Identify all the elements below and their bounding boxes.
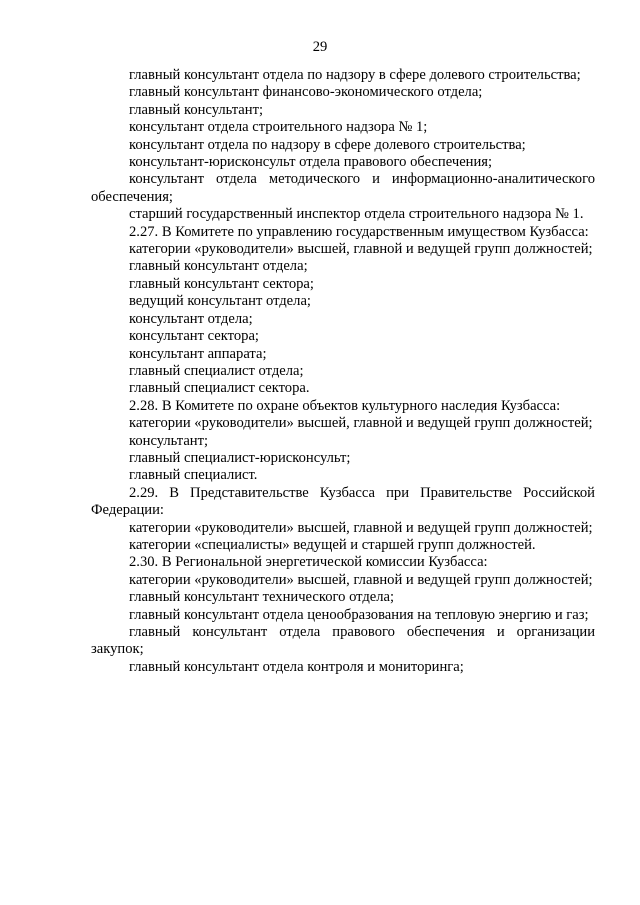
- page-number: 29: [312, 39, 328, 55]
- paragraph: главный специалист отдела;: [129, 362, 304, 379]
- document-body: [91, 67, 595, 676]
- paragraph: консультант сектора;: [129, 328, 259, 345]
- paragraph: ведущий консультант отдела;: [129, 293, 311, 310]
- paragraph: категории «специалисты» ведущей и старшей групп должностей.: [129, 536, 536, 553]
- section-heading: 2.27. В Комитете по управлению государственным имуществом Кузбасса:: [129, 223, 589, 240]
- paragraph: главный консультант отдела правового обеспечения и организации закупок;: [91, 624, 595, 658]
- paragraph: консультант отдела по надзору в сфере долевого строительства;: [129, 136, 526, 153]
- paragraph: главный консультант;: [129, 101, 264, 118]
- paragraph: главный консультант отдела контроля и мониторинга;: [129, 658, 464, 675]
- paragraph: консультант;: [129, 432, 209, 449]
- paragraph: главный консультант финансово-экономического отдела;: [129, 84, 483, 101]
- paragraph: консультант отдела;: [129, 310, 253, 327]
- paragraph: консультант аппарата;: [129, 345, 267, 362]
- paragraph: главный специалист-юрисконсульт;: [129, 449, 351, 466]
- paragraph: консультант отдела методического и информационно-аналитического обеспечения;: [91, 171, 595, 205]
- paragraph: главный специалист сектора.: [129, 380, 310, 397]
- paragraph: консультант отдела строительного надзора № 1;: [129, 119, 428, 136]
- paragraph: старший государственный инспектор отдела строительного надзора № 1.: [129, 206, 584, 223]
- paragraph: категории «руководители» высшей, главной и ведущей групп должностей;: [129, 571, 593, 588]
- paragraph: главный консультант сектора;: [129, 275, 314, 292]
- paragraph: главный консультант отдела;: [129, 258, 308, 275]
- paragraph: категории «руководители» высшей, главной и ведущей групп должностей;: [129, 241, 593, 258]
- paragraph: консультант-юрисконсульт отдела правового обеспечения;: [129, 154, 493, 171]
- paragraph: главный консультант отдела по надзору в сфере долевого строительства;: [129, 67, 581, 83]
- section-heading: 2.29. В Представительстве Кузбасса при Правительстве Российской Федерации:: [91, 484, 595, 519]
- paragraph: главный специалист.: [129, 467, 258, 484]
- section-heading: 2.28. В Комитете по охране объектов культурного наследия Кузбасса:: [129, 397, 561, 414]
- section-heading: 2.30. В Региональной энергетической комиссии Кузбасса:: [129, 554, 488, 571]
- paragraph: главный консультант технического отдела;: [129, 589, 395, 606]
- paragraph: категории «руководители» высшей, главной и ведущей групп должностей;: [129, 415, 593, 432]
- paragraph: главный консультант отдела ценообразования на тепловую энергию и газ;: [129, 606, 589, 623]
- paragraph: категории «руководители» высшей, главной и ведущей групп должностей;: [129, 519, 593, 536]
